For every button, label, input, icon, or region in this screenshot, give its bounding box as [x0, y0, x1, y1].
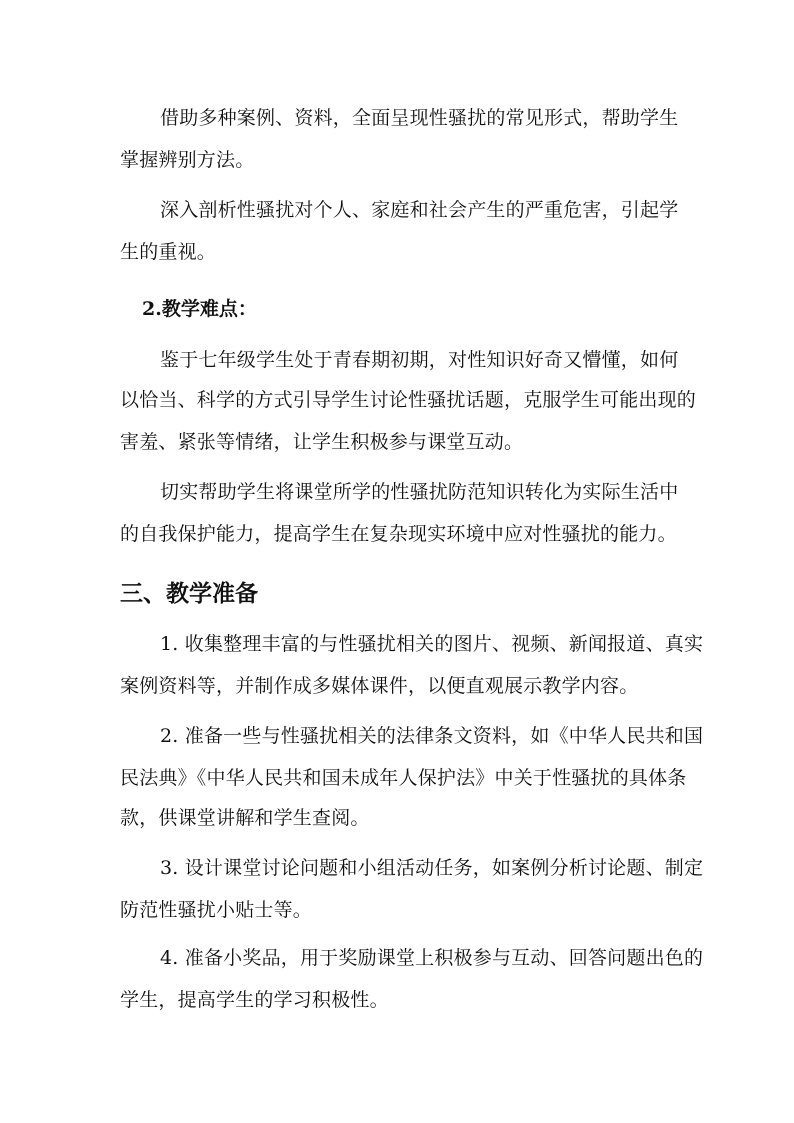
paragraph-line: 害羞、紧张等情绪，让学生积极参与课堂互动。 [120, 431, 524, 453]
list-item-line: 2. 准备一些与性骚扰相关的法律条文资料，如《中华人民共和国 [160, 725, 704, 747]
list-item-line: 学生，提高学生的学习积极性。 [120, 989, 389, 1011]
list-item-line: 款，供课堂讲解和学生查阅。 [120, 807, 370, 829]
list-item-line: 4. 准备小奖品，用于奖励课堂上积极参与互动、回答问题出色的 [160, 947, 704, 969]
paragraph-line: 借助多种案例、资料，全面呈现性骚扰的常见形式，帮助学生 [160, 107, 679, 129]
list-item-line: 案例资料等，并制作成多媒体课件，以便直观展示教学内容。 [120, 675, 639, 697]
paragraph-line: 鉴于七年级学生处于青春期初期，对性知识好奇又懵懂，如何 [160, 349, 679, 371]
paragraph-line: 深入剖析性骚扰对个人、家庭和社会产生的严重危害，引起学 [160, 199, 679, 221]
list-item-line: 1. 收集整理丰富的与性骚扰相关的图片、视频、新闻报道、真实 [160, 633, 704, 655]
paragraph-line: 掌握辨别方法。 [120, 149, 255, 171]
sub-heading-difficulty: 2.教学难点： [142, 298, 257, 320]
list-item-line: 3. 设计课堂讨论问题和小组活动任务，如案例分析讨论题、制定 [160, 857, 704, 879]
paragraph-line: 生的重视。 [120, 241, 217, 263]
list-item-line: 民法典》《中华人民共和国未成年人保护法》中关于性骚扰的具体条 [120, 767, 687, 789]
paragraph-line: 的自我保护能力，提高学生在复杂现实环境中应对性骚扰的能力。 [120, 523, 677, 545]
list-item-line: 防范性骚扰小贴士等。 [120, 899, 313, 921]
section-heading: 三、教学准备 [120, 580, 258, 607]
paragraph-line: 以恰当、科学的方式引导学生讨论性骚扰话题，克服学生可能出现的 [120, 389, 697, 411]
paragraph-line: 切实帮助学生将课堂所学的性骚扰防范知识转化为实际生活中 [160, 481, 679, 503]
